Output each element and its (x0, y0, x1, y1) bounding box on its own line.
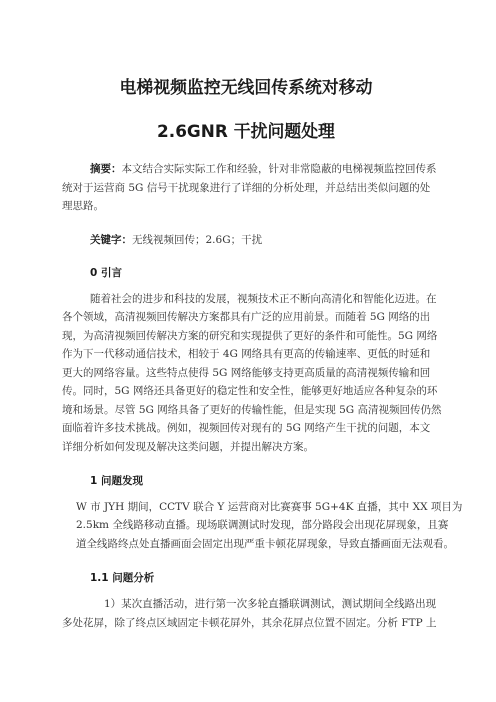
abstract-text: 本文结合实际实际工作和经验，针对非常隐蔽的电梯视频监控回传系 (121, 163, 437, 175)
section-1-1-line-2: 多处花屏，除了终点区域固定卡顿花屏外，其余花屏点位置不固定。分析 FTP 上 (62, 617, 437, 629)
keywords-label: 关键字： (90, 234, 132, 246)
section-0-line-7: 境和场景。尽管 5G 网络具备了更好的传输性能，但是实现 5G 高清视频回传仍然 (62, 404, 442, 416)
document-title-line-2: 2.6GNR 干扰问题处理 (157, 122, 335, 142)
section-0-line-3: 现，为高清视频回传解决方案的研究和实现提供了更好的条件和可能性。5G 网络 (62, 330, 438, 342)
section-0-line-5: 更大的网络容量。这些特点使得 5G 网络能够支持更高质量的高清视频传输和回 (62, 367, 431, 379)
document-title-line-1: 电梯视频监控无线回传系统对移动 (119, 78, 373, 98)
section-0-line-6: 传。同时，5G 网络还具备更好的稳定性和安全性，能够更好地适应各种复杂的环 (62, 385, 438, 397)
section-1-line-2: 2.5km 全线路移动直播。现场联调测试时发现，部分路段会出现花屏现象，且赛 (76, 519, 449, 531)
abstract-line-2: 统对于运营商 5G 信号干扰现象进行了详细的分析处理，并总结出类似问题的处 (62, 182, 431, 194)
section-1-line-3: 道全线路终点处直播画面会固定出现严重卡顿花屏现象，导致直播画面无法观看。 (76, 538, 454, 550)
section-1-1-heading: 1.1 问题分析 (90, 572, 155, 584)
abstract-line-1 (90, 163, 437, 175)
section-0-line-4: 作为下一代移动通信技术，相较于 4G 网络具有更高的传输速率、更低的时延和 (62, 348, 431, 360)
section-1-line-1: W 市 JYH 期间，CCTV 联合 Y 运营商对比赛赛事 5G+4K 直播，其中 XX 项目为 (76, 501, 463, 513)
section-0-line-8: 面临着许多技术挑战。例如，视频回传对现有的 5G 网络产生干扰的问题，本文 (62, 422, 431, 434)
keywords-line (90, 234, 262, 246)
section-0-line-9: 详细分析如何发现及解决这类问题，并提出解决方案。 (62, 441, 314, 453)
abstract-line-3: 理思路。 (62, 200, 104, 212)
section-1-heading: 1 问题发现 (90, 475, 143, 487)
abstract-label: 摘要： (90, 163, 122, 175)
section-1-1-line-1: 1）某次直播活动，进行第一次多轮直播联调测试，测试期间全线路出现 (104, 598, 437, 610)
section-0-heading: 0 引言 (90, 267, 122, 279)
section-0-line-2: 各个领域，高清视频回传解决方案都具有广泛的应用前景。而随着 5G 网络的出 (62, 311, 431, 323)
keywords-text: 无线视频回传；2.6G；干扰 (132, 234, 263, 246)
section-0-line-1: 随着社会的进步和科技的发展，视频技术正不断向高清化和智能化迈进。在 (90, 293, 437, 305)
